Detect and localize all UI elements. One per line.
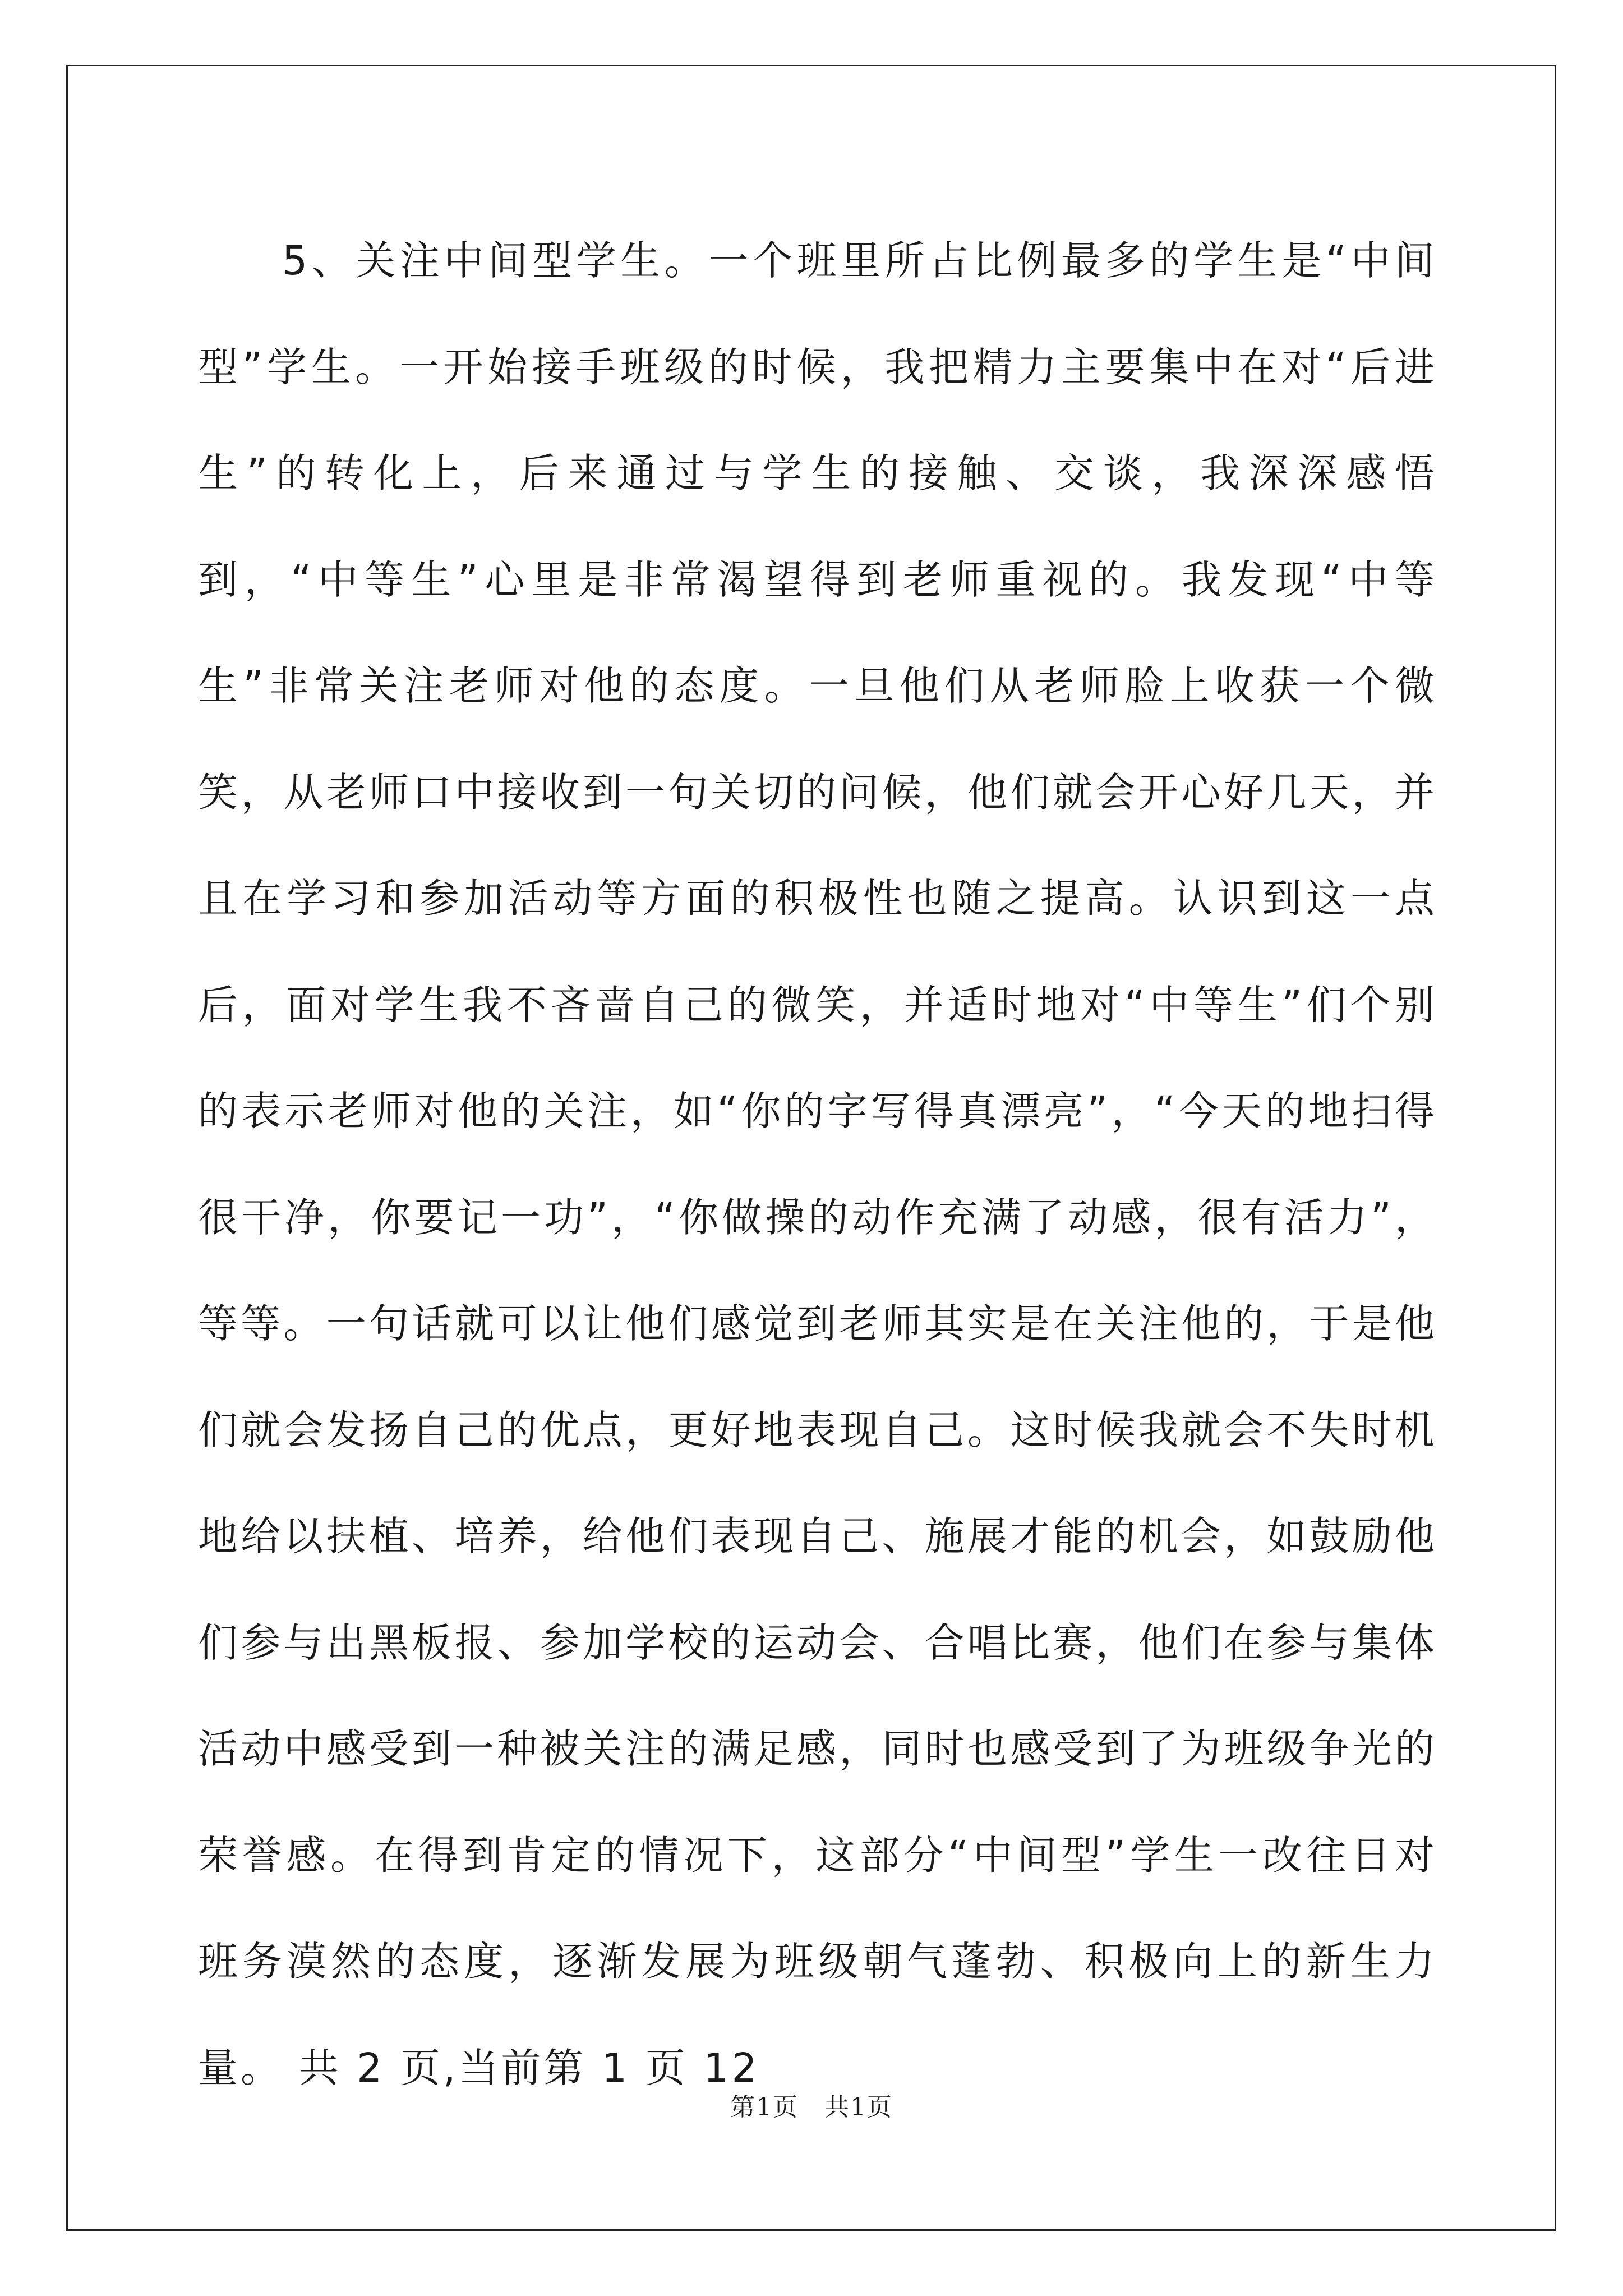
page-footer: 第1页 共1页 [730,2093,893,2122]
body-paragraph: 5、关注中间型学生。一个班里所占比例最多的学生是“中间型”学生。一开始接手班级的时候，我把精力主要集中在对“后进生”的转化上，后来通过与学生的接触、交谈，我深深感悟到，“中等生”心里是非常渴望得到老师重视的。我发现“中等生”非常关注老师对他的态度。一旦他们从老师脸上收获一个微笑，从老师口中接收到一句关切的问候，他们就会开心好几天，并且在学习和参加活动等方面的积极性也随之提高。认识到这一点后，面对学生我不吝啬自己的微笑，并适时地对“中等生”们个别的表示老师对他的关注，如“你的字写得真漂亮”，“今天的地扫得很干净，你要记一功”，“你做操的动作充满了动感，很有活力”，等等。一句话就可以让他们感觉到老师其实是在关注他的，于是他们就会发扬自己的优点，更好地表现自己。这时候我就会不失时机地给以扶植、培养，给他们表现自己、施展才能的机会，如鼓励他们参与出黑板报、参加学校的运动会、合唱比赛，他们在参与集体活动中感受到一种被关注的满足感，同时也感受到了为班级争光的荣誉感。在得到肯定的情况下，这部分“中间型”学生一改往日对班务漠然的态度，逐渐发展为班级朝气蓬勃、积极向上的新生力量。 共 2 页,当前第 1 页 12 [198,237,1437,2091]
